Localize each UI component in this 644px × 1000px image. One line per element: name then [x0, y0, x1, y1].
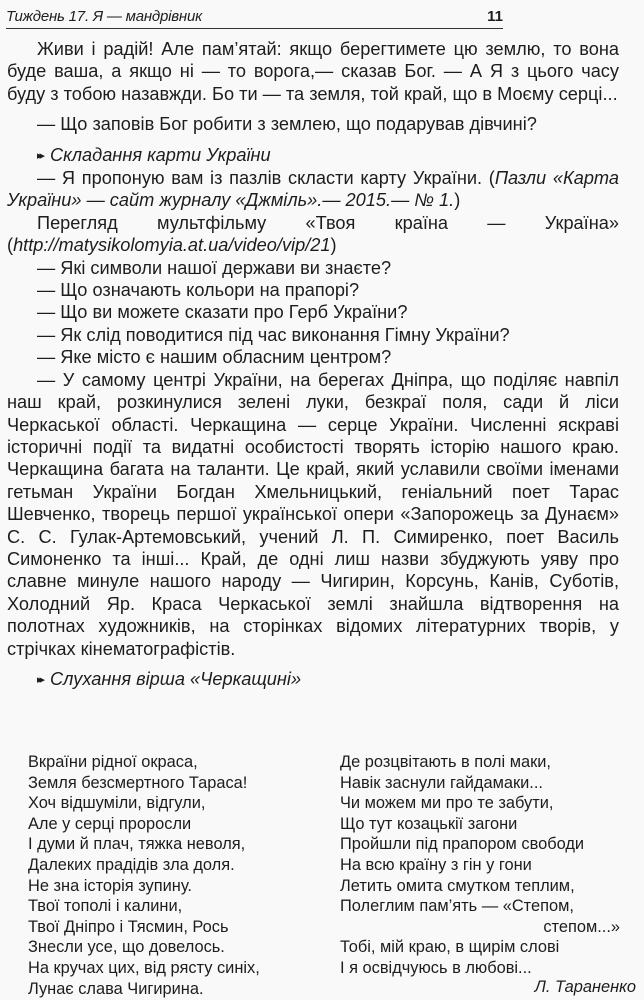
poem-line: Чи можем ми про те забути,: [340, 794, 554, 813]
poem-line: Твої Дніпро і Тясмин, Рось: [28, 917, 229, 936]
poem-line: Що тут козацькії загони: [340, 814, 518, 833]
question-item: — Як слід поводитися під час виконання Гімну України?: [37, 324, 510, 345]
poem-column-right: [340, 752, 630, 979]
poem-line: Хоч відшуміли, відгули,: [28, 794, 206, 813]
page-number: 11: [487, 8, 503, 25]
paragraph-puzzle: — Я пропоную вам із пазлів скласти карту України. (Пазли «Карта України» — сайт журналу «Джміль».— 2015.— № 1.): [7, 168, 619, 211]
question-item: — Що означають кольори на прапорі?: [37, 280, 360, 301]
question-item: — Яке місто є нашим обласним центром?: [37, 347, 392, 368]
poem-line: Лунає слава Чигирина.: [28, 979, 204, 998]
poem-line: Пройшли під прапором свободи: [340, 835, 585, 854]
section-title: Слухання вірша «Черкащині»: [50, 668, 302, 689]
poem-line: Тобі, мій краю, в щирім слові: [340, 938, 560, 957]
question-item: — Що ви можете сказати про Герб України?: [37, 302, 408, 323]
poem-line: Навік заснули гайдамаки...: [340, 773, 543, 792]
page-header: [6, 4, 503, 29]
question-item: — Які символи нашої держави ви знаєте?: [37, 257, 392, 278]
chapter-title: Тиждень 17. Я — мандрівник: [6, 8, 203, 25]
section-heading-map: [7, 144, 619, 167]
poem-line: І я освідчуюсь в любові...: [340, 958, 532, 977]
poem-column-left: [28, 752, 318, 999]
poem-line: Не зна історія зупину.: [28, 876, 192, 895]
question-god: — Що заповів Бог робити з землею, що подарував дівчині?: [37, 114, 537, 135]
double-arrow-icon: ▸▸: [37, 673, 43, 686]
section-heading-poem: [7, 668, 619, 691]
cartoon-link: http://matysikolomyia.at.ua/video/vip/21: [13, 235, 331, 256]
section-title: Складання карти України: [50, 144, 271, 165]
poem-line: Летить омита смутком теплим,: [340, 876, 575, 895]
paragraph-cartoon: Перегляд мультфільму «Твоя країна — Україна» (http://matysikolomyia.at.ua/video/vip/21): [7, 212, 619, 256]
poem-line: Далеких прадідів зла доля.: [28, 855, 235, 874]
poem-author: Л. Тараненко: [534, 978, 636, 996]
poem-line: Де розцвітають в полі маки,: [340, 753, 551, 771]
poem-line: І думи й плач, тяжка неволя,: [28, 835, 246, 854]
poem-line: Але у серці проросли: [28, 814, 192, 833]
poem-line: Полеглим пам’ять — «Степом,: [340, 897, 574, 916]
poem-line: Вкраїни рідної окраса,: [28, 753, 198, 771]
poem-line: степом...»: [543, 917, 620, 936]
paragraph-cherkasy: — У самому центрі України, на берегах Дніпра, що поділяє навпіл наш край, розкинулися зелені луки, безкраї поля, сади й ліси Черкаської області. Черкащина — серце України. Численні яскраві історичні події та видатні особистості творять історію нашого краю. Черкащина багата на таланти. Це край, який уславили своїми іменами гетьман України Богдан Хмельницький, геніальний поет Тарас Шевченко, творець першої української опери «Запорожець за Дунаєм» С. С. Гулак-Артемовський, учений Л. П. Симиренко, поет Василь Симоненко та інші... Край, де одні лиш назви збуджують уяву про славне минуле нашого народу — Чигирин, Корсунь, Канів, Суботів, Холодний Яр. Краса Черкаської землі знайшла відтворення на полотнах художників, на сторінках відомих літературних творів, у стрічках кінематографістів.: [7, 369, 619, 659]
poem-line: На кручах цих, від рясту синіх,: [28, 958, 260, 977]
poem-line: На всю країну з гін у гони: [340, 855, 532, 874]
page-content: [7, 38, 619, 691]
poem-line: Земля безсмертного Тараса!: [28, 773, 248, 792]
double-arrow-icon: ▸▸: [37, 149, 43, 162]
paragraph-god-speech: Живи і радій! Але пам’ятай: якщо берегтимете цю землю, то вона буде ваша, а якщо ні — то ворога,— сказав Бог. — А Я з цього часу буду з тобою назавжди. Бо ти — та земля, той край, що в Моєму серці...: [7, 39, 619, 104]
poem-line: Твої тополі і калини,: [28, 897, 183, 916]
poem-line: Знесли усе, що довелось.: [28, 938, 225, 957]
puzzle-source: Пазли «Карта України» — сайт журналу «Джміль».— 2015.— № 1.: [7, 168, 619, 211]
